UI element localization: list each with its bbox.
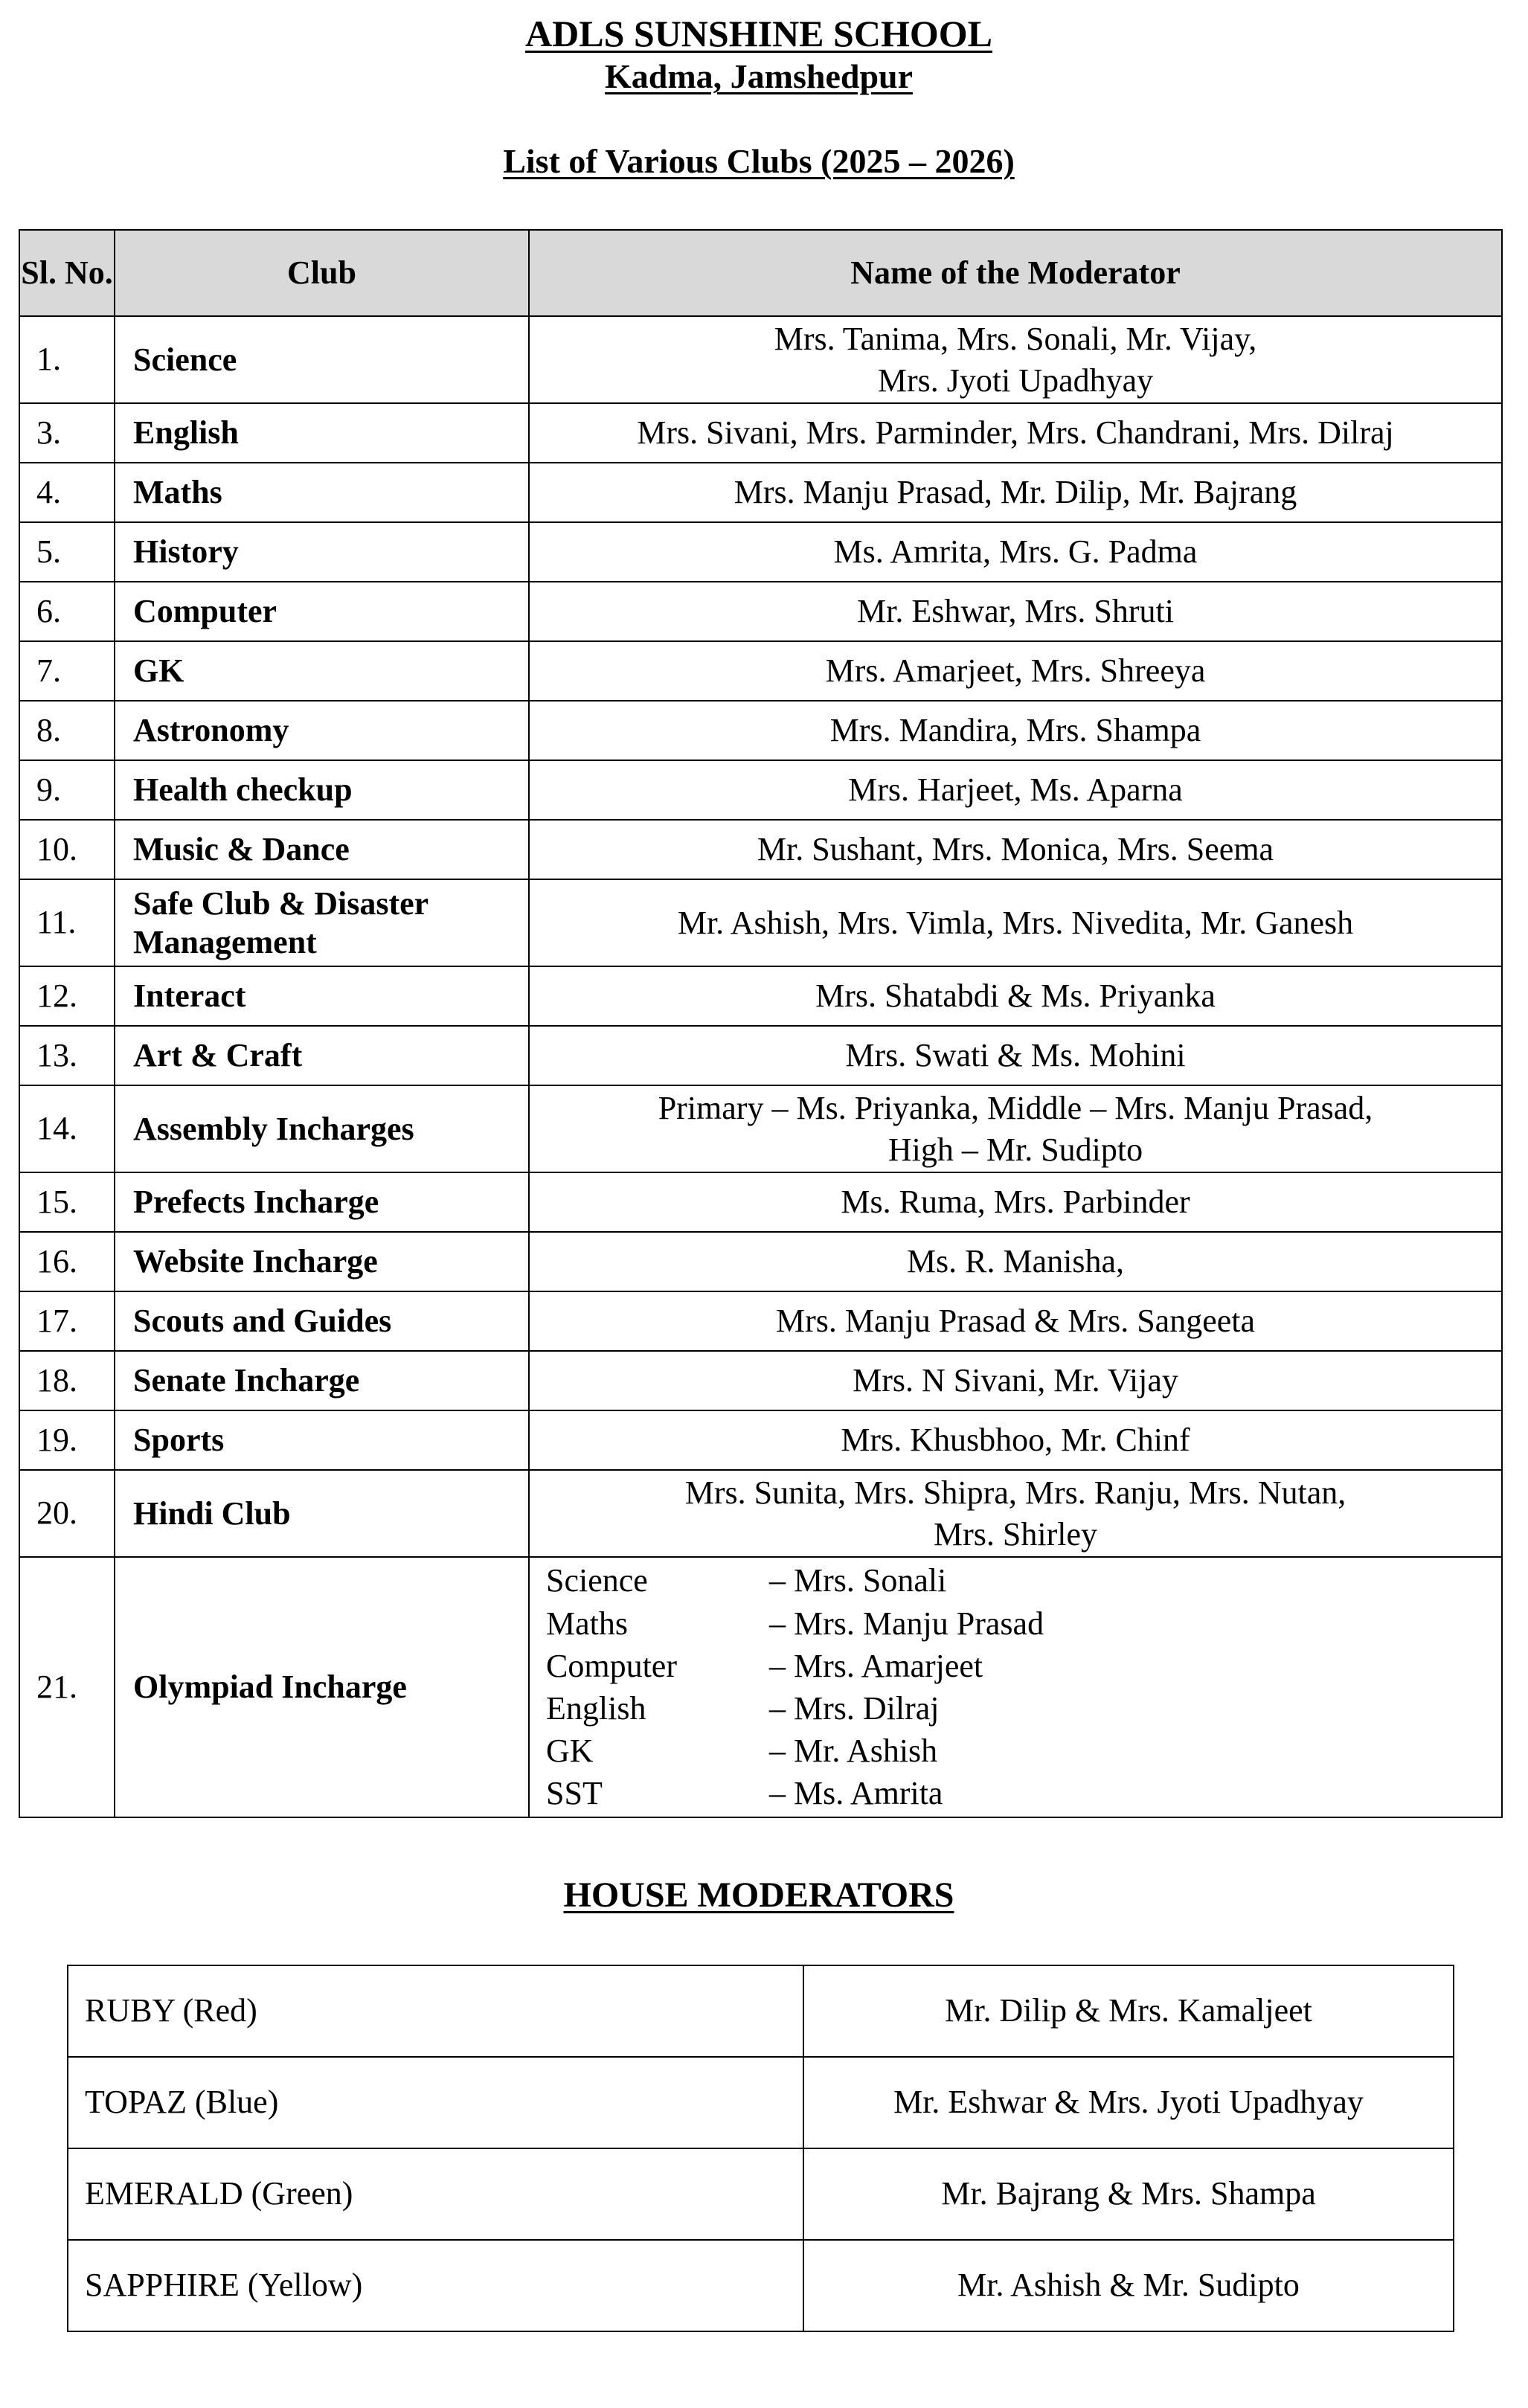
serial-number: 10. <box>19 820 115 879</box>
moderator-cell <box>529 316 1502 403</box>
moderator-line: Mr. Sushant, Mrs. Monica, Mrs. Seema <box>757 831 1274 868</box>
house-moderators: Mr. Eshwar & Mrs. Jyoti Upadhyay <box>803 2057 1454 2148</box>
olympiad-moderator: – Mrs. Amarjeet <box>769 1647 983 1684</box>
olympiad-subject: Science <box>546 1562 648 1599</box>
table-row <box>19 1470 1502 1557</box>
house-name: TOPAZ (Blue) <box>68 2057 803 2148</box>
table-row <box>19 1291 1502 1351</box>
serial-number: 18. <box>19 1351 115 1410</box>
serial-number: 20. <box>19 1470 115 1557</box>
club-name: Science <box>115 316 529 403</box>
moderator-line: Mrs. Manju Prasad & Mrs. Sangeeta <box>775 1303 1255 1340</box>
olympiad-item <box>546 1645 1501 1687</box>
olympiad-moderator: – Mr. Ashish <box>769 1733 938 1770</box>
moderator-line: Ms. Ruma, Mrs. Parbinder <box>841 1184 1190 1221</box>
serial-number: 12. <box>19 966 115 1026</box>
table-row <box>19 966 1502 1026</box>
serial-number: 4. <box>19 463 115 522</box>
sl-no-header: Sl. No. <box>19 230 115 316</box>
moderator-cell <box>529 463 1502 522</box>
table-row <box>19 316 1502 403</box>
house-row <box>68 1965 1454 2057</box>
olympiad-list <box>530 1559 1501 1814</box>
moderator-cell <box>529 1232 1502 1291</box>
serial-number: 19. <box>19 1410 115 1470</box>
moderator-cell <box>529 1291 1502 1351</box>
moderator-line: Mrs. Amarjeet, Mrs. Shreeya <box>825 652 1206 690</box>
club-name: Hindi Club <box>115 1470 529 1557</box>
olympiad-subject: SST <box>546 1775 603 1812</box>
house-moderators: Mr. Bajrang & Mrs. Shampa <box>803 2148 1454 2240</box>
serial-number: 11. <box>19 879 115 966</box>
serial-number: 5. <box>19 522 115 582</box>
club-name: Interact <box>115 966 529 1026</box>
moderator-line: Mrs. Swati & Ms. Mohini <box>845 1037 1186 1074</box>
club-name: GK <box>115 641 529 701</box>
table-row-olympiad <box>19 1557 1502 1817</box>
moderator-cell <box>529 403 1502 463</box>
moderator-cell <box>529 820 1502 879</box>
olympiad-moderator: – Mrs. Sonali <box>769 1562 947 1599</box>
moderator-cell <box>529 641 1502 701</box>
serial-number: 8. <box>19 701 115 760</box>
moderator-line: Ms. Amrita, Mrs. G. Padma <box>833 533 1198 571</box>
house-moderators-title: HOUSE MODERATORS <box>563 1875 954 1915</box>
moderator-line: Mr. Ashish, Mrs. Vimla, Mrs. Nivedita, Mr. Ganesh <box>677 904 1354 941</box>
olympiad-item <box>546 1730 1501 1772</box>
club-name: Scouts and Guides <box>115 1291 529 1351</box>
moderator-cell <box>529 1410 1502 1470</box>
moderator-cell <box>529 1470 1502 1557</box>
olympiad-moderator: – Ms. Amrita <box>769 1775 943 1812</box>
moderator-line: Mr. Eshwar, Mrs. Shruti <box>856 593 1174 630</box>
table-row <box>19 463 1502 522</box>
moderator-line: Mrs. Sunita, Mrs. Shipra, Mrs. Ranju, Mrs. Nutan, <box>684 1474 1346 1511</box>
serial-number: 15. <box>19 1172 115 1232</box>
moderator-cell <box>529 701 1502 760</box>
table-row <box>19 701 1502 760</box>
club-name: Computer <box>115 582 529 641</box>
olympiad-moderator: – Mrs. Dilraj <box>769 1690 940 1727</box>
serial-number: 6. <box>19 582 115 641</box>
table-row <box>19 760 1502 820</box>
serial-number: 1. <box>19 316 115 403</box>
moderator-line: Mrs. Harjeet, Ms. Aparna <box>848 771 1183 809</box>
house-row <box>68 2057 1454 2148</box>
club-name: Olympiad Incharge <box>115 1557 529 1817</box>
club-name: Music & Dance <box>115 820 529 879</box>
table-row <box>19 820 1502 879</box>
serial-number: 13. <box>19 1026 115 1085</box>
moderator-line: Mrs. Mandira, Mrs. Shampa <box>829 712 1201 749</box>
club-name: Website Incharge <box>115 1232 529 1291</box>
table-row <box>19 1351 1502 1410</box>
moderator-line: High – Mr. Sudipto <box>887 1131 1143 1168</box>
olympiad-subject: Computer <box>546 1647 677 1684</box>
club-name: Sports <box>115 1410 529 1470</box>
olympiad-item <box>546 1602 1501 1645</box>
club-name: Assembly Incharges <box>115 1085 529 1172</box>
olympiad-subject: GK <box>546 1733 594 1770</box>
olympiad-subject: Maths <box>546 1605 628 1642</box>
house-moderators: Mr. Dilip & Mrs. Kamaljeet <box>803 1965 1454 2057</box>
clubs-table <box>19 229 1503 1818</box>
serial-number: 9. <box>19 760 115 820</box>
moderator-line: Mrs. Sivani, Mrs. Parminder, Mrs. Chandrani, Mrs. Dilraj <box>637 414 1394 452</box>
house-row <box>68 2148 1454 2240</box>
table-row <box>19 582 1502 641</box>
moderator-line: Mrs. Tanima, Mrs. Sonali, Mr. Vijay, <box>774 320 1257 357</box>
club-name: Health checkup <box>115 760 529 820</box>
moderator-cell <box>529 1351 1502 1410</box>
moderator-line: Mrs. Jyoti Upadhyay <box>877 362 1154 399</box>
table-row <box>19 1085 1502 1172</box>
table-row <box>19 879 1502 966</box>
house-moderators: Mr. Ashish & Mr. Sudipto <box>803 2240 1454 2331</box>
table-row <box>19 641 1502 701</box>
serial-number: 17. <box>19 1291 115 1351</box>
serial-number: 16. <box>19 1232 115 1291</box>
table-row <box>19 403 1502 463</box>
club-name: Safe Club & Disaster Management <box>115 879 529 966</box>
table-row <box>19 1026 1502 1085</box>
moderator-line: Mrs. Khusbhoo, Mr. Chinf <box>841 1422 1190 1459</box>
olympiad-item <box>546 1559 1501 1602</box>
moderator-line: Mrs. Shatabdi & Ms. Priyanka <box>815 977 1216 1015</box>
moderator-cell <box>529 522 1502 582</box>
club-header: Club <box>115 230 529 316</box>
moderator-cell <box>529 1172 1502 1232</box>
club-name: History <box>115 522 529 582</box>
house-name: EMERALD (Green) <box>68 2148 803 2240</box>
table-row <box>19 1410 1502 1470</box>
moderator-cell <box>529 966 1502 1026</box>
moderator-line: Mrs. Manju Prasad, Mr. Dilip, Mr. Bajrang <box>733 474 1297 511</box>
table-row <box>19 1172 1502 1232</box>
school-location: Kadma, Jamshedpur <box>604 57 914 95</box>
moderator-cell <box>529 879 1502 966</box>
club-name: Art & Craft <box>115 1026 529 1085</box>
house-name: SAPPHIRE (Yellow) <box>68 2240 803 2331</box>
club-name: English <box>115 403 529 463</box>
olympiad-moderator: – Mrs. Manju Prasad <box>769 1605 1044 1642</box>
olympiad-moderator-cell <box>529 1557 1502 1817</box>
house-moderators-table <box>67 1965 1454 2332</box>
club-name: Maths <box>115 463 529 522</box>
moderator-cell <box>529 1026 1502 1085</box>
serial-number: 21. <box>19 1557 115 1817</box>
moderator-header: Name of the Moderator <box>529 230 1502 316</box>
house-row <box>68 2240 1454 2331</box>
list-title: List of Various Clubs (2025 – 2026) <box>503 142 1015 180</box>
moderator-cell <box>529 1085 1502 1172</box>
moderator-line: Mrs. N Sivani, Mr. Vijay <box>853 1362 1178 1399</box>
table-row <box>19 1232 1502 1291</box>
moderator-line: Primary – Ms. Priyanka, Middle – Mrs. Manju Prasad, <box>658 1089 1373 1126</box>
serial-number: 7. <box>19 641 115 701</box>
clubs-table-header-row <box>19 230 1502 316</box>
olympiad-item <box>546 1687 1501 1730</box>
club-name: Astronomy <box>115 701 529 760</box>
house-name: RUBY (Red) <box>68 1965 803 2057</box>
moderator-cell <box>529 760 1502 820</box>
table-row <box>19 522 1502 582</box>
moderator-line: Mrs. Shirley <box>934 1515 1097 1553</box>
school-name: ADLS SUNSHINE SCHOOL <box>525 13 992 54</box>
moderator-cell <box>529 582 1502 641</box>
club-name: Prefects Incharge <box>115 1172 529 1232</box>
club-name: Senate Incharge <box>115 1351 529 1410</box>
moderator-line: Ms. R. Manisha, <box>906 1243 1125 1280</box>
serial-number: 3. <box>19 403 115 463</box>
olympiad-subject: English <box>546 1690 646 1727</box>
olympiad-item <box>546 1772 1501 1814</box>
serial-number: 14. <box>19 1085 115 1172</box>
